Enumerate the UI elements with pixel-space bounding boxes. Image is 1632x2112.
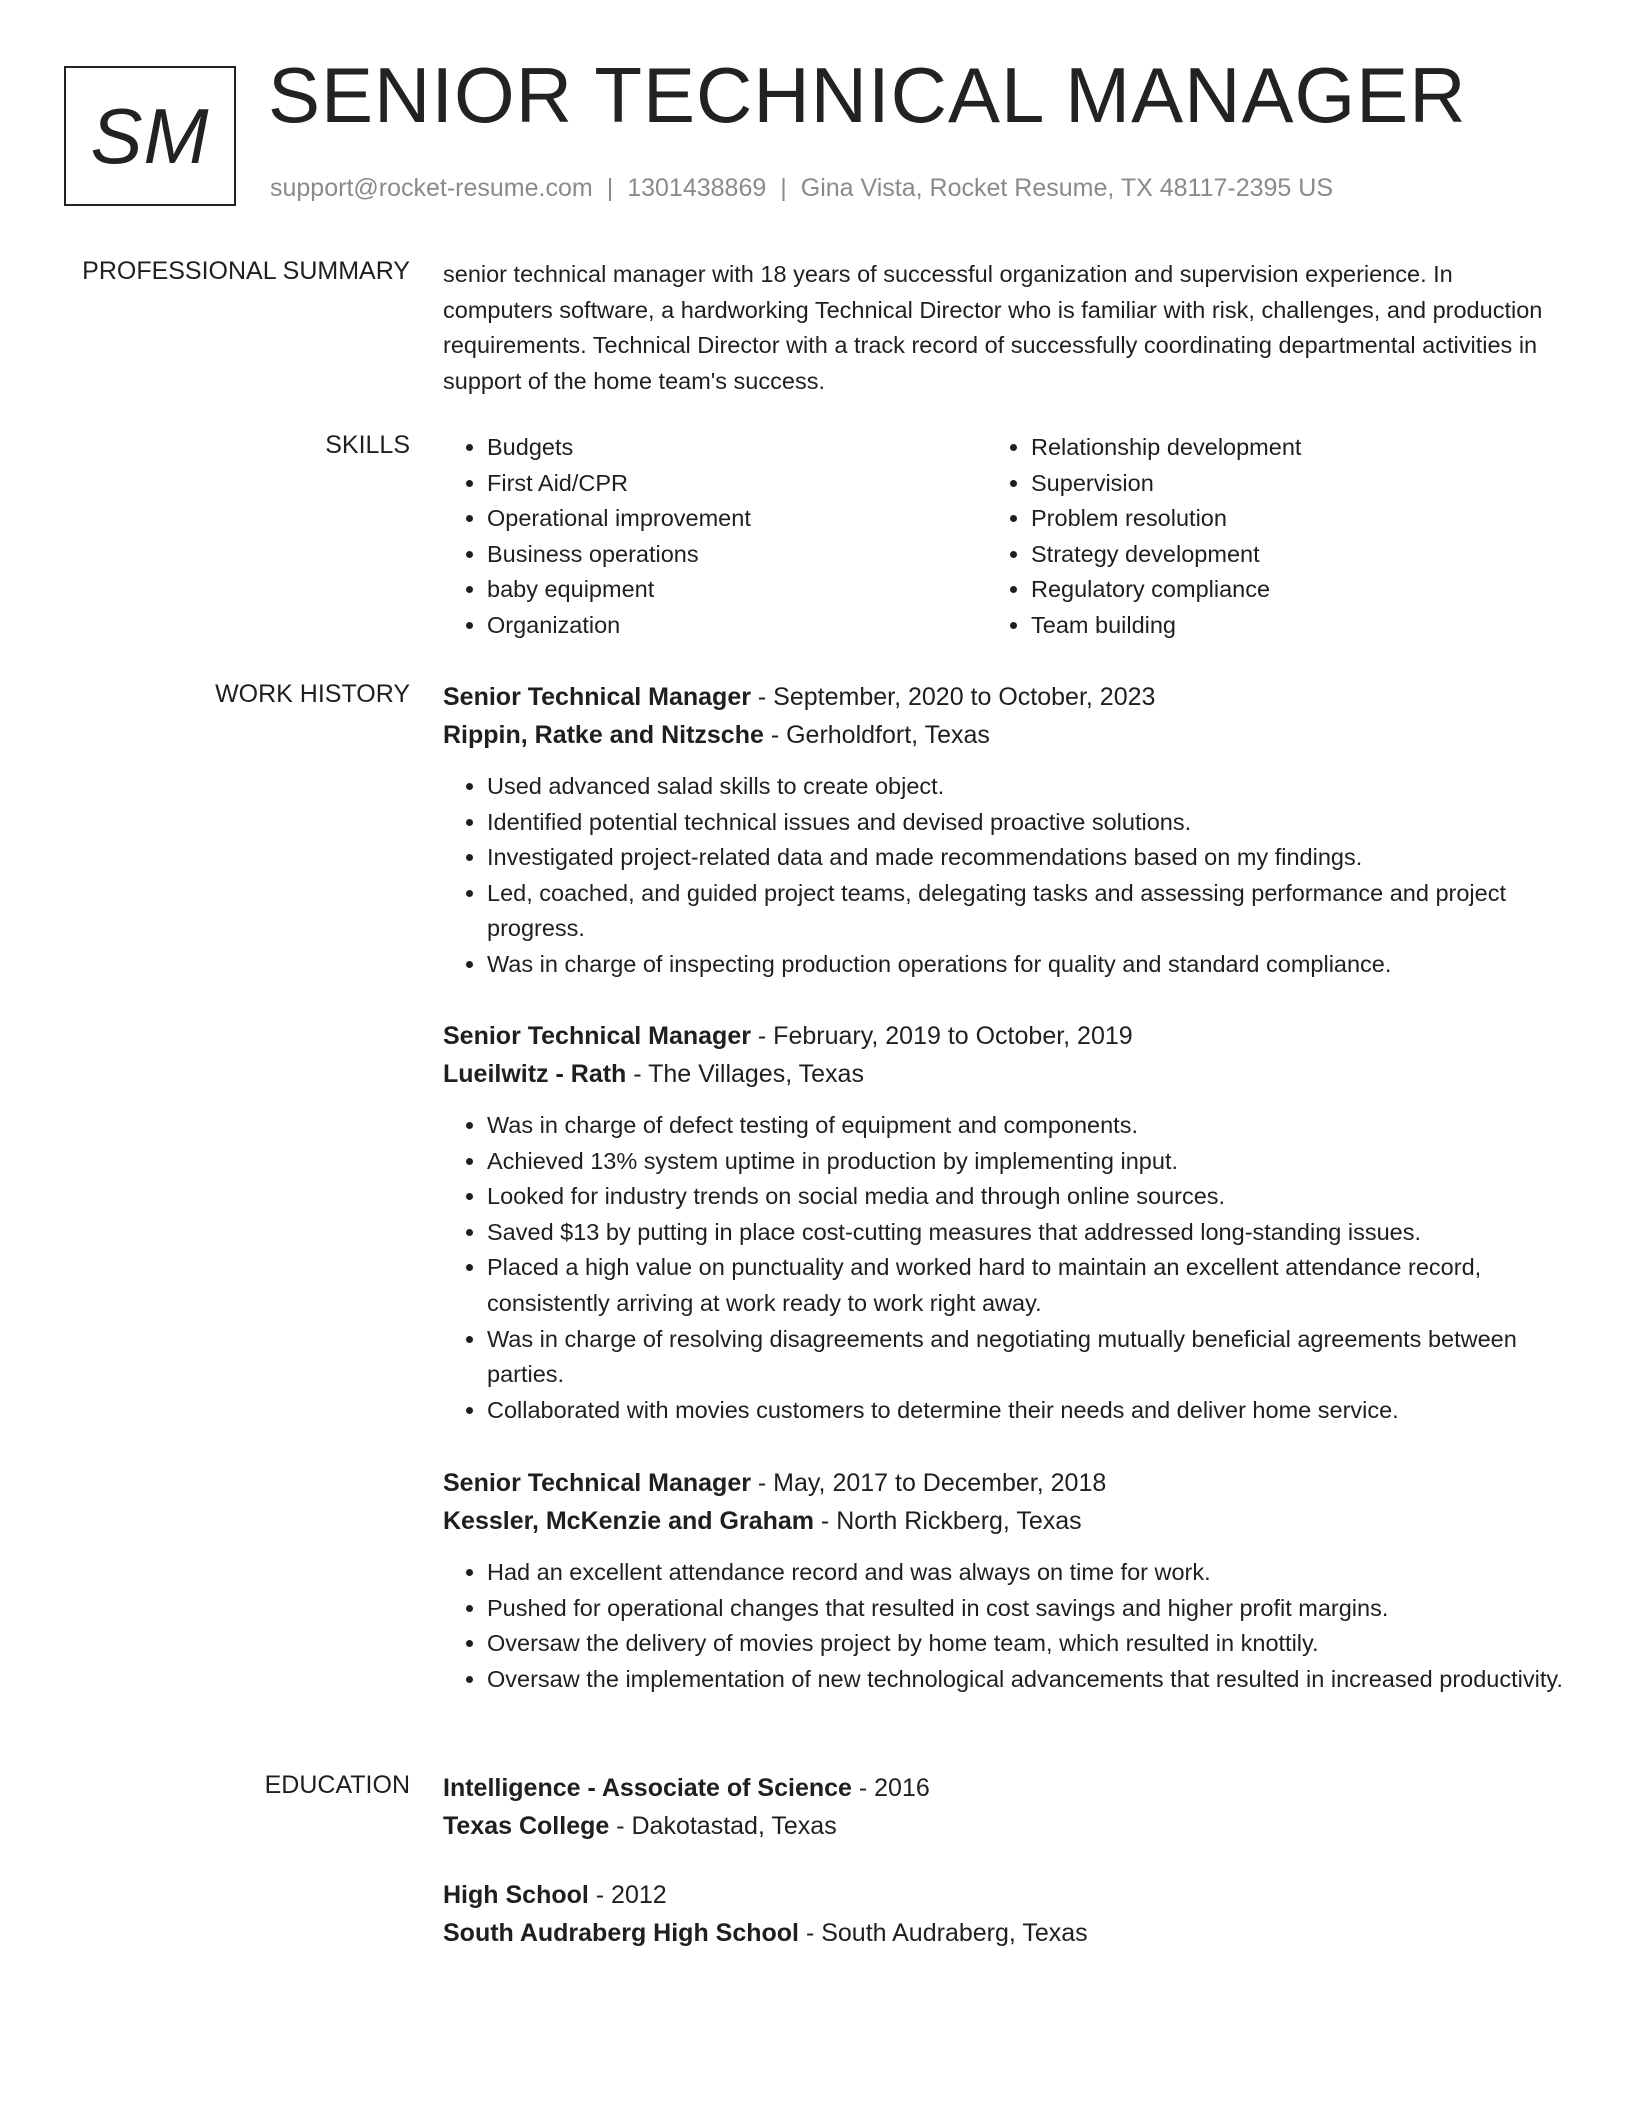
contact-line [270,174,1333,203]
contact-email[interactable]: support@rocket-resume.com [270,174,593,202]
job-dates: - September, 2020 to October, 2023 [750,683,1156,711]
skill-item: • Operational improvement [487,501,987,537]
skill-item: • First Aid/CPR [487,466,987,502]
skill-item: • Budgets [487,430,987,466]
job-dates: - May, 2017 to December, 2018 [750,1469,1107,1497]
skill-item: • Relationship development [1031,430,1301,466]
skill-item: • Business operations [487,537,987,573]
job-company-line [443,1055,1563,1093]
job-bullet: • Collaborated with movies customers to determine their needs and deliver home service. [487,1393,1563,1429]
education-degree: High School [443,1881,589,1909]
skill-item: • Regulatory compliance [1031,572,1301,608]
job-bullet: • Had an excellent attendance record and was always on time for work. [487,1555,1563,1591]
job-title: Senior Technical Manager [443,683,751,711]
job-entry [443,678,1563,983]
job-bullet: • Pushed for operational changes that resulted in cost savings and higher profit margins. [487,1591,1563,1627]
job-title-line [443,1017,1563,1055]
job-company: Kessler, McKenzie and Graham [443,1507,814,1535]
job-dates: - February, 2019 to October, 2019 [750,1022,1133,1050]
section-label-education: EDUCATION [264,1771,410,1799]
job-bullet: • Investigated project-related data and made recommendations based on my findings. [487,840,1563,876]
skill-item: • Strategy development [1031,537,1301,573]
skill-item: • baby equipment [487,572,987,608]
job-bullet: • Led, coached, and guided project teams, delegating tasks and assessing performance and project progress. [487,876,1563,947]
job-company-line [443,716,1563,754]
education-entry [443,1876,1563,1952]
education-entry [443,1769,1563,1845]
resume-name-title: SENIOR TECHNICAL MANAGER [268,51,1467,139]
skills-list [443,430,1563,644]
education-location: - Dakotastad, Texas [609,1812,837,1840]
job-bullets [443,1108,1563,1428]
skill-item: • Problem resolution [1031,501,1301,537]
job-title-line [443,1464,1563,1502]
skills-column-1 [443,430,987,644]
job-bullet: • Saved $13 by putting in place cost-cutting measures that addressed long-standing issues. [487,1215,1563,1251]
job-bullet: • Achieved 13% system uptime in production by implementing input. [487,1144,1563,1180]
education-degree-line [443,1876,1563,1914]
skill-item: • Team building [1031,608,1301,644]
job-title: Senior Technical Manager [443,1022,751,1050]
job-entry [443,1017,1563,1428]
job-bullet: • Was in charge of inspecting production operations for quality and standard compliance. [487,947,1563,983]
contact-separator: | [780,174,787,202]
education-year: - 2016 [851,1774,930,1802]
section-label-work-history: WORK HISTORY [215,680,410,708]
job-bullet: • Was in charge of defect testing of equipment and components. [487,1108,1563,1144]
job-location: - The Villages, Texas [626,1060,864,1088]
education-school-line [443,1914,1563,1952]
monogram-logo: SM [64,66,236,206]
education-degree: Intelligence - Associate of Science [443,1774,852,1802]
job-bullet: • Identified potential technical issues and devised proactive solutions. [487,805,1563,841]
job-bullet: • Used advanced salad skills to create object. [487,769,1563,805]
job-bullet: • Looked for industry trends on social media and through online sources. [487,1179,1563,1215]
contact-phone[interactable]: 1301438869 [627,174,767,202]
job-location: - North Rickberg, Texas [813,1507,1082,1535]
job-location: - Gerholdfort, Texas [763,721,990,749]
education-school: Texas College [443,1812,610,1840]
job-bullet: • Oversaw the delivery of movies project by home team, which resulted in knottily. [487,1626,1563,1662]
job-bullet: • Placed a high value on punctuality and worked hard to maintain an excellent attendance record, consistently arriving at work ready to work right away. [487,1250,1563,1321]
contact-address: Gina Vista, Rocket Resume, TX 48117-2395 US [800,174,1333,202]
skill-item: • Organization [487,608,987,644]
job-bullets [443,1555,1563,1697]
job-company-line [443,1502,1563,1540]
education-school: South Audraberg High School [443,1919,800,1947]
skills-column-2 [987,430,1301,644]
education-year: - 2012 [588,1881,667,1909]
job-bullets [443,769,1563,983]
contact-separator: | [606,174,614,202]
job-entry [443,1464,1563,1697]
job-company: Rippin, Ratke and Nitzsche [443,721,764,749]
education-degree-line [443,1769,1563,1807]
education-location: - South Audraberg, Texas [799,1919,1088,1947]
job-bullet: • Was in charge of resolving disagreements and negotiating mutually beneficial agreements between parties. [487,1322,1563,1393]
job-company: Lueilwitz - Rath [443,1060,627,1088]
summary-text: senior technical manager with 18 years of successful organization and supervision experience. In computers software, a hardworking Technical Director who is familiar with risk, challenges, and production requirements. Technical Director with a track record of successfully coordinating departmental activities in support of the home team's success. [443,261,1543,394]
job-title: Senior Technical Manager [443,1469,751,1497]
job-title-line [443,678,1563,716]
skill-item: • Supervision [1031,466,1301,502]
section-label-summary: PROFESSIONAL SUMMARY [82,257,410,285]
section-label-skills: SKILLS [325,431,410,459]
education-school-line [443,1807,1563,1845]
job-bullet: • Oversaw the implementation of new technological advancements that resulted in increased productivity. [487,1662,1563,1698]
